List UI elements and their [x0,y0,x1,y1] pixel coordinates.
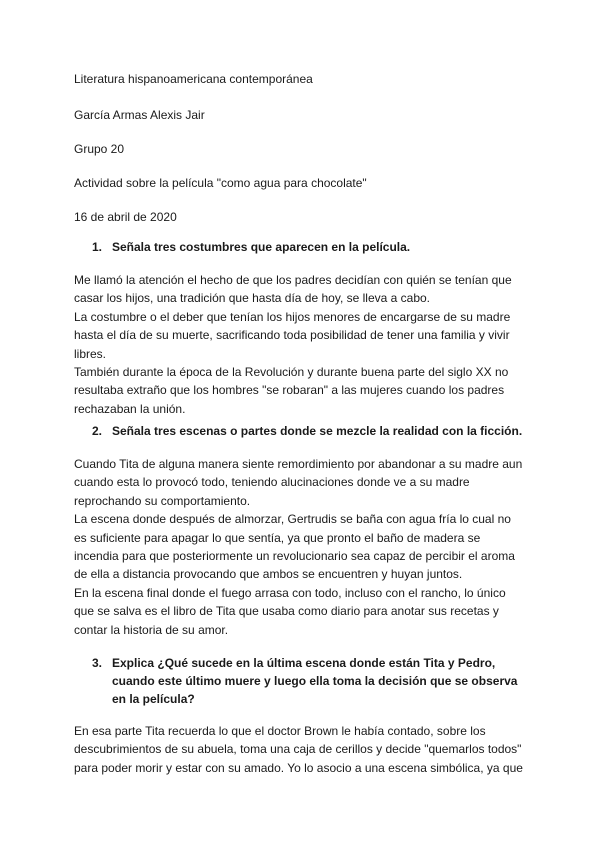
group-label: Grupo 20 [74,142,125,156]
student-name: García Armas Alexis Jair [74,108,205,122]
question-2-heading [92,422,522,440]
question-number: 1. [92,240,103,254]
answer-line: para poder morir y estar con su amado. Yo lo asocio a una escena simbólica, ya que [74,760,523,775]
question-text: Señala tres escenas o partes donde se mezcle la realidad con la ficción. [112,424,523,438]
question-number: 3. [92,656,103,670]
answer-3 [74,722,534,777]
answer-line: que se salva es el libro de Tita que usaba como diario para anotar sus recetas y [74,604,499,619]
answer-line: También durante la época de la Revolución y durante buena parte del siglo XX no [74,365,509,380]
answer-1 [74,271,534,418]
question-1-heading [92,238,410,256]
answer-line: libres. [74,346,107,361]
answer-line: La escena donde después de almorzar, Gertrudis se baña con agua fría lo cual no [74,512,511,527]
answer-line: es suficiente para apagar lo que sentía, ya que pronto el baño de madera se [74,530,481,545]
answer-line: incendia para que posteriormente un revolucionario sea capaz de percibir el aroma [74,549,515,564]
answer-line: contar la historia de su amor. [74,622,229,637]
date-label: 16 de abril de 2020 [74,210,177,224]
course-title: Literatura hispanoamericana contemporánea [74,72,313,86]
answer-line: de ella a distancia provocando que ambos se encuentren y huyan juntos. [74,567,463,582]
question-number: 2. [92,424,103,438]
answer-line: descubrimientos de su abuela, toma una caja de cerillos y decide "quemarlos todos" [74,742,522,757]
answer-line: reprochando su comportamiento. [74,493,251,508]
answer-line: Me llamó la atención el hecho de que los padres decidían con quién se tenían que [74,273,512,287]
question-text: Señala tres costumbres que aparecen en la película. [112,240,411,254]
answer-line: rechazaban la unión. [74,401,186,416]
answer-line: resultaba extraño que los hombres "se robaran" a las mujeres cuando los padres [74,383,505,398]
answer-line: En esa parte Tita recuerda lo que el doctor Brown le había contado, sobre los [74,724,486,738]
question-3-heading [92,654,517,708]
answer-line: Cuando Tita de alguna manera siente remordimiento por abandonar a su madre aun [74,457,523,471]
answer-2 [74,455,534,639]
question-text: cuando este último muere y luego ella toma la decisión que se observa [112,674,518,688]
question-text: Explica ¿Qué sucede en la última escena donde están Tita y Pedro, [112,656,496,670]
answer-line: La costumbre o el deber que tenían los hijos menores de encargarse de su madre [74,309,511,324]
answer-line: En la escena final donde el fuego arrasa con todo, incluso con el rancho, lo único [74,585,506,600]
answer-line: hasta el día de su muerte, sacrificando toda posibilidad de tener una familia y vivir [74,328,510,343]
question-text: en la película? [112,692,195,706]
answer-line: casar los hijos, una tradición que hasta día de hoy, se lleva a cabo. [74,291,430,306]
answer-line: cuando esta lo provocó todo, teniendo alucinaciones donde ve a su madre [74,475,470,490]
activity-title: Actividad sobre la película "como agua para chocolate" [74,176,367,190]
